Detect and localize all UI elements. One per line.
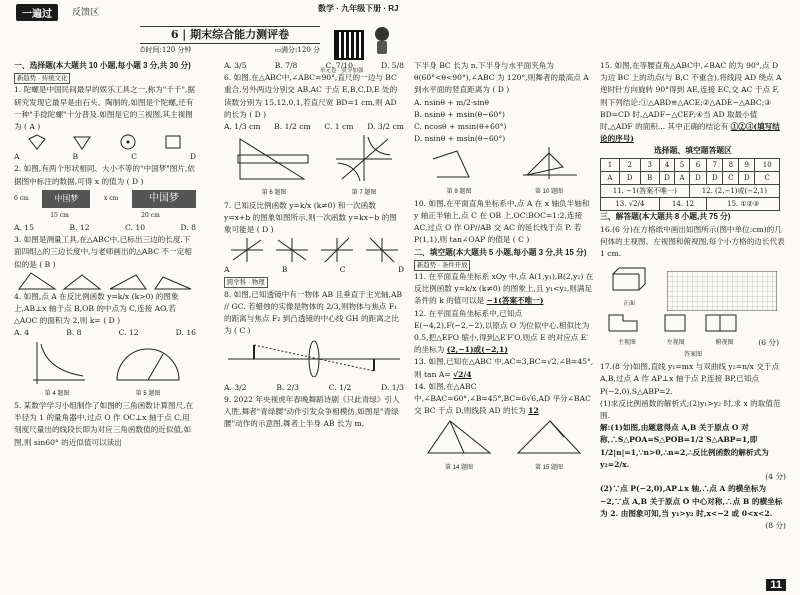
question-text: 15. 如图,在等腰直角△ABC中,∠BAC 的为 90°,点 D 为边 BC 上的动点(与 B,C 不重合),将线段 AD 绕点 A 逆时针方向旋转 90°得到 AE,连接 EC,交 AC 于点 F,则下列结论:①△ABD≌△ACE;②△ADE∽△ABC;③ BD=CD 时,△ADF∽△CEF;④当 AD 取最小值时,△ADF 的面积... 其中正确的结论有	[600, 61, 782, 132]
ruler-triangle-figure	[234, 133, 314, 183]
view-label: 左视图	[666, 339, 685, 346]
q4-q5-figures	[14, 340, 196, 400]
grid-num: 7	[707, 158, 723, 171]
grid-num: 8	[723, 158, 739, 171]
triangle-figure	[17, 271, 57, 291]
grid-fill: 11. −1(答案不唯一)	[601, 185, 690, 198]
triangle-figure	[108, 271, 148, 291]
q16-figure	[600, 260, 786, 310]
full-score: ▭满分:120 分	[274, 46, 320, 54]
option-shape-icon	[118, 133, 138, 151]
option-label: C	[131, 152, 137, 162]
table-row	[601, 198, 780, 211]
dance-pose-figure	[429, 145, 489, 181]
question-text: 11. 在平面直角坐标系 xOy 中,点 A(1,y₁),B(2,y₂) 在反比例函数 y=k/x (k≠0) 的图象上,且 y₁<y₂,则满足条件的 k 的值可以是	[414, 272, 594, 306]
option-label: A. 3/2	[224, 382, 247, 392]
option-label: D. 1/3	[381, 382, 404, 392]
question-2: 2. 如图,有两个形状相同、大小不等的"中国梦"图片,依据图中标注的数据,可得 x 的值为 ( D )	[14, 164, 195, 186]
q7-options-figure	[224, 236, 404, 264]
answer: (2,−1)或(−2,1)	[446, 345, 508, 355]
view-label: 俯视图	[715, 339, 734, 346]
grid-answer: A	[601, 171, 620, 184]
question-tag: 新趋势 · 传统文化	[14, 73, 70, 84]
figure-caption: 第 9 题图	[446, 188, 472, 195]
option-label: B. 1/2 cm	[274, 122, 311, 132]
dimension-label: 20 cm	[141, 211, 160, 219]
option-label: C. 10	[125, 223, 146, 233]
question-text: 12. 在平面直角坐标系中,已知点 E(−4,2),F(−2,−2),以原点 O 为位似中心,相似比为 0.5,把△EFO 缩小,得到△E′F′O,则点 E 的对应点 E′ 的坐标为	[414, 308, 590, 355]
china-dream-image-large: 中国梦	[132, 190, 196, 208]
question-text: 13. 如图,已知在△ABC 中,AC=3,BC=√2,∠B=45°,则 tan A=	[414, 357, 594, 379]
table-row	[601, 158, 780, 171]
answer: √2/4	[453, 369, 472, 379]
question-7: 7. 已知反比例函数 y=k/x (k≠0) 和一次函数 y=x+b 的图象如图所示,则一次函数 y=kx−b 的图象可能是 ( D )	[224, 200, 397, 235]
q1-options-figure	[14, 133, 196, 151]
option-label: D	[189, 152, 196, 162]
triangle-figure	[424, 417, 494, 457]
lens-optics-figure	[224, 337, 404, 377]
hyperbola-graph	[27, 340, 87, 384]
section-label: 反馈区	[72, 7, 100, 17]
grid-answer: A	[675, 171, 689, 184]
grid-answer: C	[755, 171, 780, 184]
question-11	[414, 271, 594, 308]
triangle-figure	[514, 417, 584, 457]
q3-triangles-figure	[14, 271, 196, 291]
column-1	[14, 60, 196, 449]
score: (8 分)	[765, 520, 786, 530]
china-dream-image-small: 中国梦	[42, 190, 90, 208]
option-label: D. 16	[175, 328, 196, 338]
answer: −1(答案不唯一)	[486, 296, 544, 306]
column-2	[224, 60, 404, 430]
brand-logo: 一遍过	[16, 4, 58, 21]
question-13	[414, 356, 594, 380]
grid-num: 4	[659, 158, 675, 171]
figure-caption: 第 14 题图	[444, 464, 473, 471]
series-label: 数学 · 九年级下册 · RJ	[318, 4, 399, 13]
option-label: C. 12	[118, 328, 139, 338]
score: (6 分)	[758, 337, 780, 347]
question-17: 17.(8 分)如图,直线 y₁=mx 与双曲线 y₂=n/x 交于点 A,B,过点 A 作 AP⊥x 轴于点 P,连接 BP,已知点 P(−2,0),S△ABP=2.	[600, 362, 780, 396]
answer-grid	[600, 158, 780, 212]
option-label: C. 1/2	[328, 382, 352, 392]
question-5: 5. 某数学学习小组制作了如图的三角函数计算图尺,在半径为 1 的量角器中,过点 O 作 OC⊥x 轴于点 C,用刻度尺量出的线段长即为对应三角函数值的近似值,如图,则 sin60° 的近似值可以读出	[14, 401, 194, 447]
section-heading: 二、填空题(本大题共 5 小题,每小题 3 分,共 15 分)	[414, 247, 587, 257]
grid-num: 1	[601, 158, 620, 171]
q2-figure	[14, 190, 196, 208]
option-label: B	[72, 152, 79, 162]
option-shape-icon	[27, 133, 47, 151]
question-15	[600, 60, 786, 145]
question-9: 9. 2022 年央视虎年春晚舞蹈诗剧《只此青绿》引人入胜,舞者"青绿腰"动作引发众争相模仿,如图是"青绿腰"动作的示意图,舞者上半身 AB 长为 m,	[224, 394, 400, 429]
view-drawing	[661, 311, 691, 333]
solid-figure	[609, 260, 649, 294]
grid-num: 9	[739, 158, 755, 171]
table-row	[601, 185, 780, 198]
option-label: A. 4	[14, 328, 30, 338]
option-label: A. 1/3 cm	[224, 122, 261, 132]
table-row	[601, 171, 780, 184]
question-12	[414, 308, 594, 357]
grid-answer: D	[739, 171, 755, 184]
grid-num: 5	[675, 158, 689, 171]
view-label: 主视图	[617, 339, 636, 346]
function-graph	[334, 133, 394, 183]
option-label: D	[397, 265, 404, 275]
option-label: C. 7/10	[325, 61, 353, 70]
question-8: 8. 如图,已知透镜中有一物体 AB 且垂直于主光轴,AB // GC. 若蜡烛的实像是物体的 2/3,则物体与焦点 F₁ 的距离与焦点 F₂ 到凸透镜的中心线 GH 的距离之比为 ( C )	[224, 289, 403, 336]
grid-fill: 12. (2,−1)或(−2,1)	[689, 185, 779, 198]
grid-fill: 15. ①②③	[707, 198, 780, 211]
option-label: D. nsinθ + msin(θ−60°)	[414, 134, 506, 144]
figure-caption: 答案图	[683, 352, 702, 359]
option-graph	[319, 236, 355, 264]
option-label: A. nsinθ + m/2·sinθ	[414, 97, 489, 107]
figure-caption: 第 15 题图	[534, 464, 563, 471]
option-label: A. 3/5	[224, 61, 247, 70]
figure-caption: 第 10 题图	[534, 188, 563, 195]
option-label: B. nsinθ + msin(θ−60°)	[414, 109, 506, 119]
dimension-label: 6 cm	[14, 194, 29, 202]
dimension-label: 15 cm	[50, 211, 69, 219]
grid-answer: D	[689, 171, 707, 184]
mascot-icon	[372, 26, 392, 56]
option-label: A	[14, 152, 20, 162]
grid-num: 3	[640, 158, 659, 171]
qr-code[interactable]	[334, 30, 364, 60]
option-shape-icon	[163, 133, 183, 151]
grid-answer: D	[619, 171, 640, 184]
grid-fill: 14. 12	[659, 198, 706, 211]
time-limit: ⏱时间:120 分钟	[140, 46, 192, 54]
option-label: D. 8	[180, 223, 196, 233]
option-label: C. 1 cm	[324, 122, 354, 132]
figure-caption: 第 5 题图	[135, 390, 161, 397]
option-label: D. 5/8	[381, 61, 404, 70]
question-9-cont: 下半身 BC 长为 n,下半身与水平面夹角为 θ(60°<θ<90°),∠ABC 为 120°,则舞者的最高点 A 到水平面的竖直距离为 ( D )	[414, 61, 589, 95]
question-16: 16.(6 分)在方格纸中画出如图所示(图中单位:cm)的几何体的主视图、左视图和俯视图,每个小方格的边长代表 1 cm.	[600, 224, 785, 259]
view-drawing	[607, 311, 647, 333]
view-drawing	[704, 311, 744, 333]
figure-caption: 第 4 题图	[44, 390, 70, 397]
figure-caption: 第 7 题图	[351, 190, 377, 197]
figure-caption: 正面	[622, 301, 635, 308]
option-label: A	[224, 265, 230, 275]
grid-answer: D	[659, 171, 675, 184]
q14-q15-figures	[414, 417, 594, 473]
option-shape-icon	[72, 133, 92, 151]
section-heading: 三、解答题(本大题共 8 小题,共 75 分)	[600, 212, 731, 222]
question-14	[414, 381, 594, 418]
option-label: B. 7/8	[274, 61, 298, 70]
q9-q10-figures	[414, 145, 594, 197]
grid-answer: B	[640, 171, 659, 184]
triangle-figure	[153, 271, 193, 291]
qr-label: 单元卷 · 获分加强	[320, 68, 364, 74]
solution-part-1: 解:(1)如图,由题意得点 A,B 关于原点 O 对称,∴S△POA=S△POB=1/2 S△ABP=1,即 1/2|n|=1,∵n>0,∴n=2,∴反比例函数的解析式为 y₂=2/x.	[600, 423, 769, 469]
grid-paper-figure	[667, 271, 777, 311]
q16-answer-views	[600, 311, 786, 349]
option-graph	[274, 236, 310, 264]
option-graph	[229, 236, 265, 264]
option-label: B	[281, 265, 288, 275]
option-label: B. 8	[66, 328, 82, 338]
top-bar	[0, 0, 800, 22]
protractor-figure	[113, 340, 183, 384]
question-text: 14. 如图,在△ABC中,∠BAC=60°,∠B=45°,BC=6√6,AD 平分∠BAC 交 BC 于点 D,则线段 AD 的长为	[414, 381, 591, 416]
option-label: A. 15	[14, 223, 34, 233]
q6-q7-figures	[224, 133, 404, 199]
grid-num: 6	[689, 158, 707, 171]
option-label: C. ncosθ + msin(θ+60°)	[414, 122, 507, 132]
section-heading: 一、选择题(本大题共 10 小题,每小题 3 分,共 30 分)	[14, 61, 191, 70]
question-tag: 跨学科 · 物理	[224, 277, 268, 288]
option-label: D. 3/2 cm	[367, 122, 404, 132]
option-graph	[364, 236, 400, 264]
option-label: B. 2/3	[276, 382, 299, 392]
answer: 12	[528, 406, 539, 416]
question-tag: 新趋势 · 条件开放	[414, 260, 470, 271]
grid-fill: 13. √2/4	[601, 198, 660, 211]
grid-answer: D	[707, 171, 723, 184]
page-number: 11	[766, 579, 786, 591]
coordinate-figure	[519, 145, 579, 181]
figure-caption: 第 6 题图	[261, 190, 287, 197]
triangle-figure	[62, 271, 102, 291]
option-label: C	[339, 265, 346, 275]
grid-num: 10	[755, 158, 780, 171]
score: (4 分)	[765, 472, 786, 482]
grid-num: 2	[619, 158, 640, 171]
dimension-label: x cm	[104, 194, 119, 202]
answer-grid-title: 选择题、填空题答题区	[654, 146, 732, 156]
solution-part-2: (2)∵点 P(−2,0),AP⊥x 轴,∴点 A 的横坐标为 −2,∵点 A,B 关于原点 O 中心对称,∴点 B 的横坐标为 2. 由图象可知,当 y₁>y₂ 时,x<−2 或 0<x<2.	[600, 484, 783, 518]
question-6: 6. 如图,在△ABC中,∠ABC=90°,直尺的一边与 BC 重合,另外两边分别交 AB,AC 于点 E,B,C,D,E 处的读数分别为 15,12,0,1,若直尺宽 BD=1 cm,则 AD 的长为 ( D )	[224, 73, 398, 119]
question-10: 10. 如图,在平面直角坐标系中,点 A 在 x 轴负半轴和 y 轴正半轴上,点 C 在 OB 上,OC:BOC=1:2,连接 AC,过点 O 作 OP//AB 交 AC 的延长线于点 P. 若 P(1,1),则 tan∠OAP 的值是 ( C )	[414, 198, 590, 245]
question-3: 3. 如图是测量工具,在△ABC中,已标出三边的长度.下面四组△的三边长度中,与老师画出的△ABC 不一定相似的是 ( B )	[14, 235, 192, 269]
column-3	[414, 60, 594, 474]
question-1: 1. 陀螺是中国民间最早的娱乐工具之一,称为"千千",据研究发现它最早是由石头、陶制的,如图是个陀螺,还有一种"手捻陀螺"十分普及.如图是它的三视图,其主视图为 ( A )	[14, 85, 195, 132]
page-title: 6 | 期末综合能力测评卷	[140, 26, 320, 44]
question-4: 4. 如图,点 A 在反比例函数 y=k/x (k>0) 的图象上,AB⊥x 轴于点 B,OB 的中点为 C,连接 AO,若△AOC 的面积为 2,则 k= ( D )	[14, 291, 179, 326]
grid-answer: C	[723, 171, 739, 184]
option-label: B. 12	[69, 223, 90, 233]
answer: ①②③(填写结论的序号)	[600, 122, 780, 144]
column-4	[600, 60, 786, 532]
question-17-sub: (1)求反比例函数的解析式;(2)y₁>y₂ 时,求 x 的取值范围.	[600, 398, 781, 421]
